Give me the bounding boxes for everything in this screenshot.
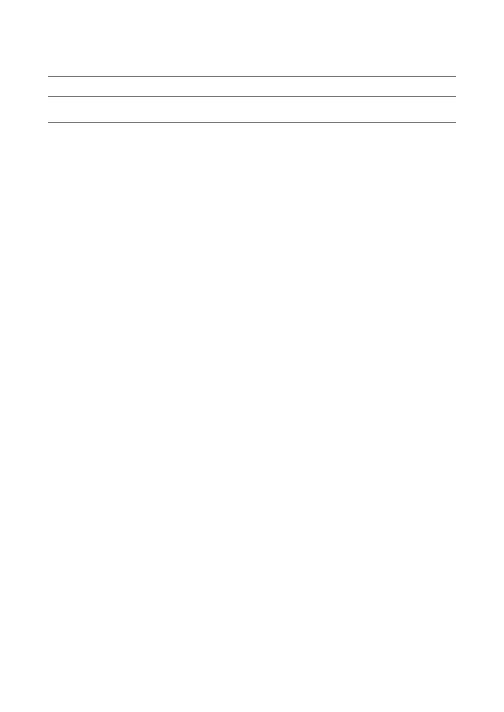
- header2-rule: [48, 122, 456, 123]
- header-rule-bottom: [48, 96, 456, 97]
- header-rule-top: [48, 76, 456, 77]
